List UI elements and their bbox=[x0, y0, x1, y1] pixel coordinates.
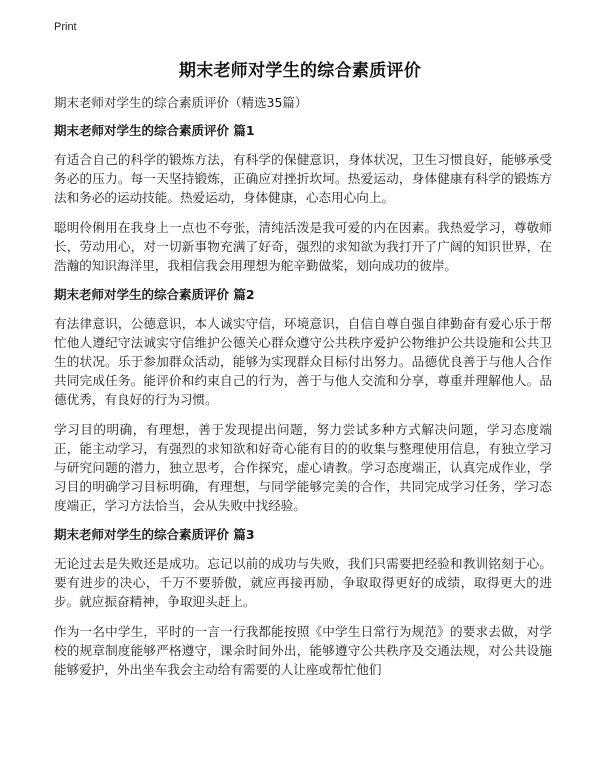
section-1-paragraph-2: 聪明伶俐用在我身上一点也不夸张，清纯活泼是我可爱的内在因素。我热爱学习，尊敬师长，劳动用心，对一切新事物充满了好奇，强烈的求知欲为我打开了广阔的知识世界，在浩瀚的知识海洋里，我相信我会用理想为舵辛勤做桨，划向成功的彼岸。 bbox=[54, 220, 552, 273]
section-2-paragraph-1: 有法律意识，公德意识，本人诚实守信，环境意识，自信自尊自强自律勤奋有爱心乐于帮忙他人遵纪守法诚实守信维护公德关心群众遵守公共秩序爱护公物维护公共设施和公共卫生的状况。乐于参加群众活动，能够为实现群众目标付出努力。品德优良善于与他人合作共同完成任务。能评价和约束自己的行为，善于与他人交流和分享，尊重并理解他人。品德优秀，有良好的行为习惯。 bbox=[54, 316, 552, 407]
section-3-paragraph-1: 无论过去是失败还是成功。忘记以前的成功与失败，我们只需要把经验和教训铭刻于心。要有进步的决心，千万不要骄傲，就应再接再励，争取取得更好的成绩，取得更大的进步。就应振奋精神，争取迎头赶上。 bbox=[54, 556, 552, 609]
print-label[interactable]: Print bbox=[54, 21, 77, 33]
section-3-paragraph-2: 作为一名中学生，平时的一言一行我都能按照《中学生日常行为规范》的要求去做，对学校的规章制度能够严格遵守，课余时间外出，能够遵守公共秩序及交通法规，对公共设施能够爱护，外出坐车我会主动给有需要的人让座或帮忙他们 bbox=[54, 624, 552, 677]
section-heading-2: 期末老师对学生的综合素质评价 篇2 bbox=[54, 287, 255, 302]
section-1-paragraph-1: 有适合自己的科学的锻炼方法，有科学的保健意识，身体状况，卫生习惯良好，能够承受务必的压力。每一天坚持锻炼，正确应对挫折坎坷。热爱运动，身体健康有科学的锻炼方法和务必的运动技能。热爱运动，身体健康，心态用心向上。 bbox=[54, 152, 552, 205]
document-subtitle: 期末老师对学生的综合素质评价（精选35篇） bbox=[54, 95, 308, 110]
section-heading-3: 期末老师对学生的综合素质评价 篇3 bbox=[54, 527, 255, 542]
section-heading-1: 期末老师对学生的综合素质评价 篇1 bbox=[54, 123, 255, 138]
section-2-paragraph-2: 学习目的明确，有理想，善于发现提出问题，努力尝试多种方式解决问题，学习态度端正，能主动学习，有强烈的求知欲和好奇心能有目的的收集与整理使用信息，有独立学习与研究问题的潜力，独立思考，合作探究，虚心请教。学习态度端正，认真完成作业，学习目的明确学习目标明确，有理想，与同学能够完美的合作，共同完成学习任务，学习态度端正，学习方法恰当，会从失败中找经验。 bbox=[54, 422, 552, 513]
page-title: 期末老师对学生的综合素质评价 bbox=[178, 61, 422, 81]
document-body bbox=[54, 94, 552, 690]
